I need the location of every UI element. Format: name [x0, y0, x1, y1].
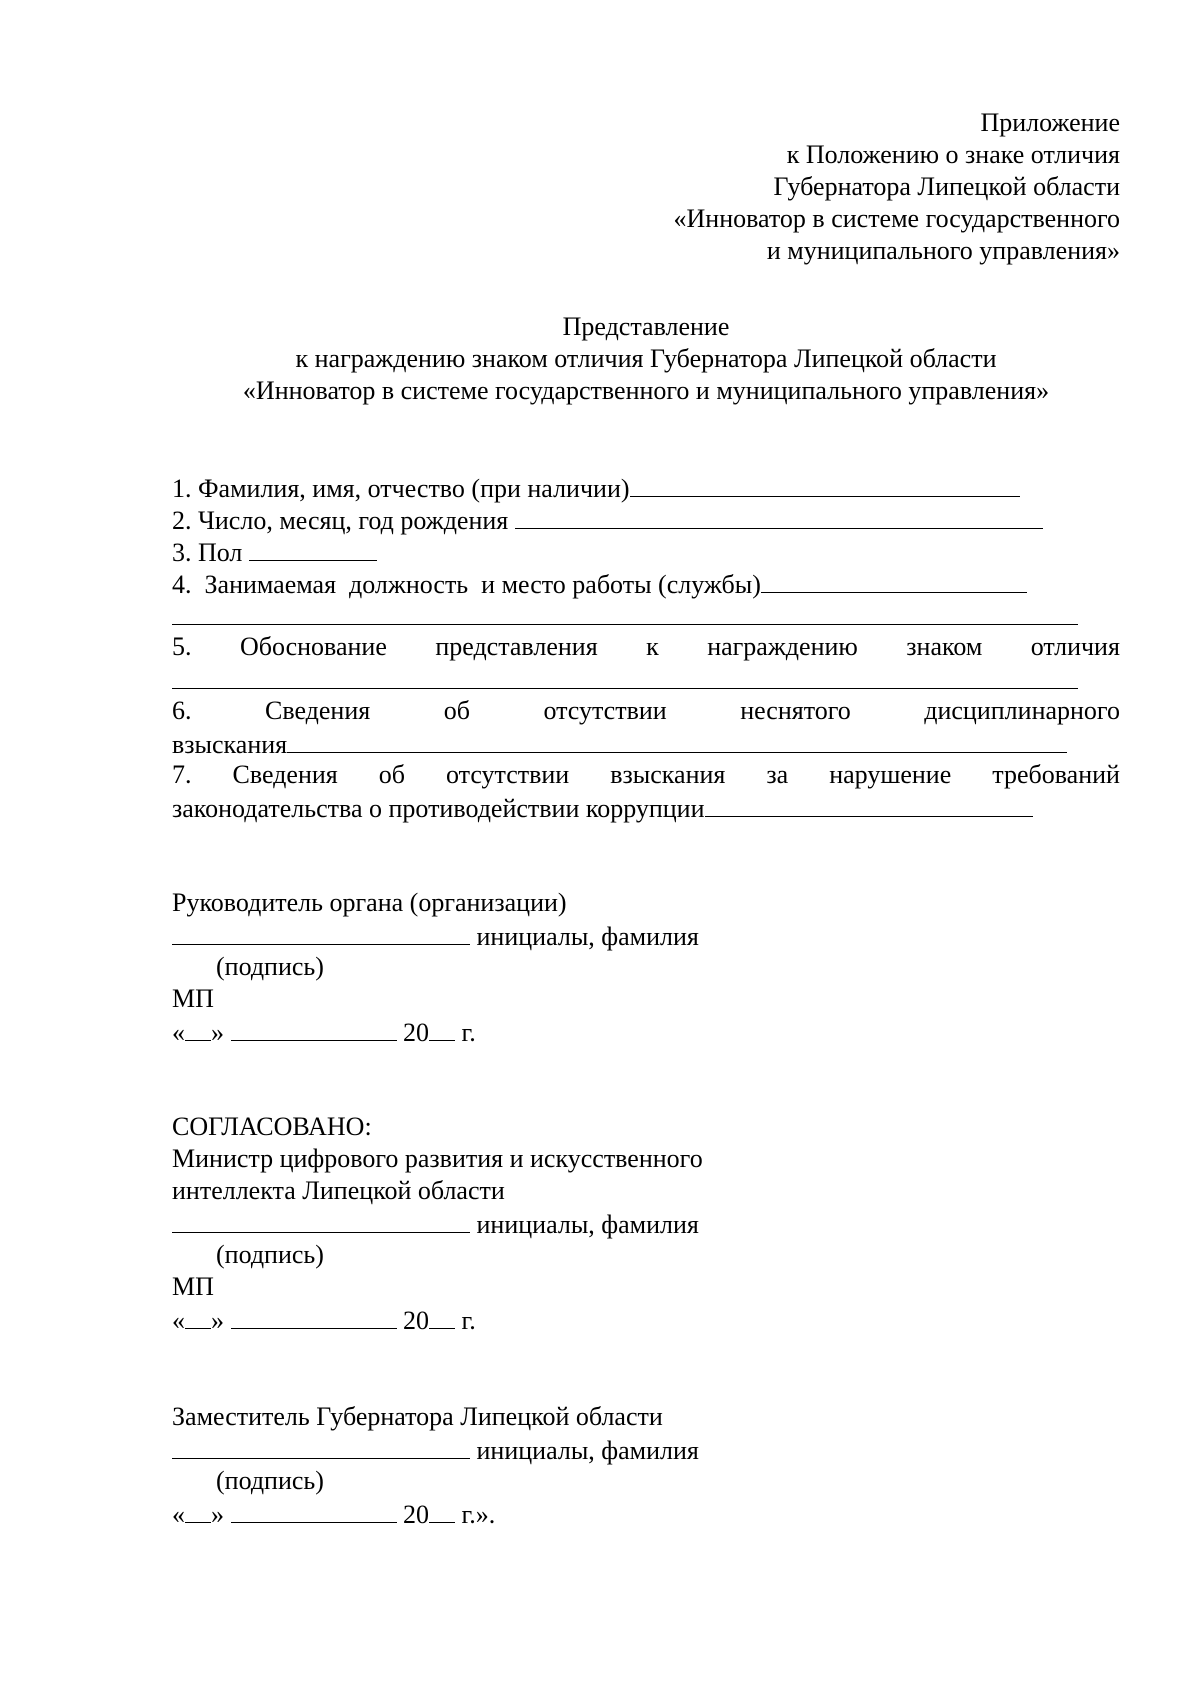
position-continuation-blank[interactable] — [172, 599, 1078, 625]
month-blank[interactable] — [231, 1015, 397, 1041]
appendix-line-4: «Инноватор в системе государственного — [673, 204, 1120, 233]
date-open-quote: « — [172, 1018, 185, 1047]
appendix-line-5: и муниципального управления» — [766, 236, 1120, 265]
head-of-org-title: Руководитель органа (организации) — [172, 888, 567, 917]
minister-stamp: МП — [172, 1272, 214, 1301]
approved-block — [172, 1111, 1120, 1335]
document-title — [172, 311, 1120, 407]
day-blank[interactable] — [185, 1497, 211, 1523]
corruption-continuation-label: законодательства о противодействии коррупции — [172, 794, 705, 823]
corruption-word: отсутствии — [446, 760, 570, 789]
year-prefix: 20 — [403, 1500, 429, 1529]
justification-word: 5. — [172, 632, 192, 661]
deputy-initials: инициалы, фамилия — [476, 1436, 699, 1465]
year-prefix: 20 — [403, 1306, 429, 1335]
minister-title-line-1: Министр цифрового развития и искусственного — [172, 1144, 703, 1173]
justification-word: знаком — [906, 632, 983, 661]
corruption-word: Сведения — [232, 760, 338, 789]
year-prefix: 20 — [403, 1018, 429, 1047]
disciplinary-continuation-label: взыскания — [172, 730, 288, 759]
justification-continuation — [172, 663, 1120, 689]
disciplinary-word: неснятого — [740, 696, 851, 725]
disciplinary-word: дисциплинарного — [924, 696, 1120, 725]
title-line-2: к награждению знаком отличия Губернатора Липецкой области — [295, 344, 997, 373]
month-blank[interactable] — [231, 1303, 397, 1329]
day-blank[interactable] — [185, 1015, 211, 1041]
field-birth-date-label: 2. Число, месяц, год рождения — [172, 506, 509, 535]
year-suffix: г. — [461, 1018, 476, 1047]
title-line-3: «Инноватор в системе государственного и муниципального управления» — [242, 376, 1050, 405]
field-full-name-label: 1. Фамилия, имя, отчество (при наличии) — [172, 474, 630, 503]
disciplinary-word: об — [443, 696, 470, 725]
justification-word: награждению — [707, 632, 858, 661]
disciplinary-word: 6. — [172, 696, 192, 725]
deputy-signature-blank[interactable] — [172, 1433, 470, 1459]
deputy-signature-caption: (подпись) — [216, 1466, 324, 1495]
minister-signature-caption: (подпись) — [216, 1240, 324, 1269]
head-of-org-signature-caption: (подпись) — [216, 952, 324, 981]
date-open-quote: « — [172, 1500, 185, 1529]
approved-heading: СОГЛАСОВАНО: — [172, 1112, 372, 1141]
corruption-blank[interactable] — [705, 791, 1033, 817]
field-gender-label: 3. Пол — [172, 538, 243, 567]
field-disciplinary — [172, 695, 1120, 759]
minister-date — [172, 1303, 1120, 1335]
document-page — [172, 0, 1120, 1697]
disciplinary-label-row — [172, 695, 1120, 727]
corruption-word: требований — [992, 760, 1120, 789]
disciplinary-word: отсутствии — [543, 696, 667, 725]
gender-blank[interactable] — [249, 535, 377, 561]
corruption-word: нарушение — [829, 760, 952, 789]
corruption-label-row — [172, 759, 1120, 791]
justification-word: представления — [435, 632, 598, 661]
corruption-word: об — [378, 760, 405, 789]
disciplinary-blank[interactable] — [287, 727, 1067, 753]
year-blank[interactable] — [429, 1303, 455, 1329]
corruption-word: взыскания — [610, 760, 726, 789]
justification-label-row — [172, 631, 1120, 663]
head-of-org-signature-blank[interactable] — [172, 919, 470, 945]
date-close-quote: » — [211, 1500, 224, 1529]
date-close-quote: » — [211, 1306, 224, 1335]
field-corruption — [172, 759, 1120, 823]
minister-initials: инициалы, фамилия — [476, 1210, 699, 1239]
field-birth-date — [172, 503, 1120, 535]
deputy-title: Заместитель Губернатора Липецкой области — [172, 1402, 663, 1431]
deputy-block — [172, 1401, 1120, 1529]
birth-date-blank[interactable] — [515, 503, 1043, 529]
justification-word: Обоснование — [239, 632, 387, 661]
head-of-org-block — [172, 887, 1120, 1047]
day-blank[interactable] — [185, 1303, 211, 1329]
field-position-label: 4. Занимаемая должность и место работы (службы) — [172, 570, 761, 599]
corruption-word: 7. — [172, 760, 192, 789]
position-blank[interactable] — [761, 567, 1027, 593]
justification-blank[interactable] — [172, 663, 1078, 689]
head-of-org-stamp: МП — [172, 984, 214, 1013]
justification-word: отличия — [1030, 632, 1120, 661]
year-suffix: г.». — [461, 1500, 496, 1529]
head-of-org-initials: инициалы, фамилия — [476, 922, 699, 951]
appendix-line-3: Губернатора Липецкой области — [773, 172, 1120, 201]
deputy-date — [172, 1497, 1120, 1529]
appendix-header — [172, 107, 1120, 267]
position-continuation — [172, 599, 1120, 625]
corruption-word: за — [766, 760, 789, 789]
minister-signature-blank[interactable] — [172, 1207, 470, 1233]
field-position — [172, 567, 1120, 599]
field-gender — [172, 535, 1120, 567]
year-suffix: г. — [461, 1306, 476, 1335]
appendix-line-2: к Положению о знаке отличия — [786, 140, 1120, 169]
month-blank[interactable] — [231, 1497, 397, 1523]
title-line-1: Представление — [562, 312, 730, 341]
justification-word: к — [646, 632, 659, 661]
full-name-blank[interactable] — [630, 471, 1020, 497]
date-open-quote: « — [172, 1306, 185, 1335]
field-full-name — [172, 471, 1120, 503]
year-blank[interactable] — [429, 1497, 455, 1523]
appendix-line-1: Приложение — [980, 108, 1120, 137]
disciplinary-word: Сведения — [265, 696, 371, 725]
head-of-org-date — [172, 1015, 1120, 1047]
minister-title-line-2: интеллекта Липецкой области — [172, 1176, 505, 1205]
date-close-quote: » — [211, 1018, 224, 1047]
year-blank[interactable] — [429, 1015, 455, 1041]
field-justification — [172, 631, 1120, 663]
